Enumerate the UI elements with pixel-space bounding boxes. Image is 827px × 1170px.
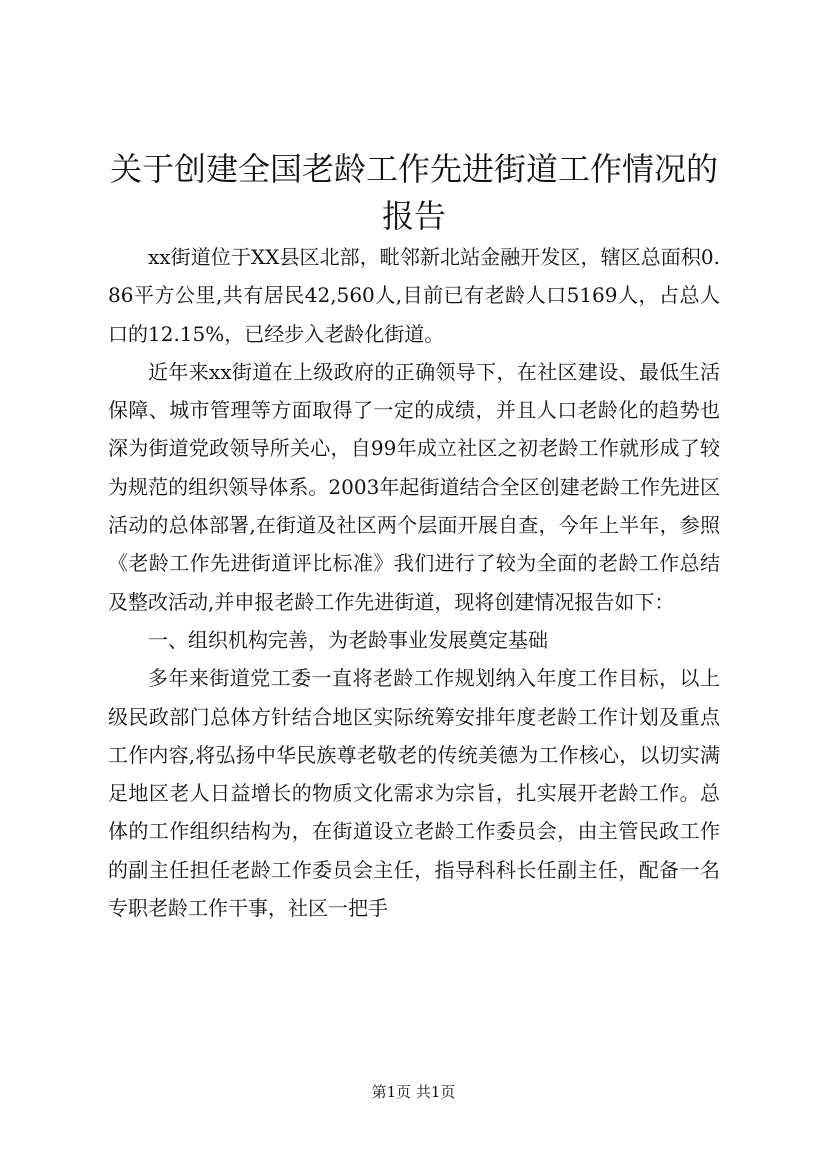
paragraph-background: 近年来xx街道在上级政府的正确领导下，在社区建设、最低生活保障、城市管理等方面取得了一定的成绩，并且人口老龄化的趋势也深为街道党政领导所关心，自99年成立社区之初老龄工作就形成了较为规范的组织领导体系。2003年起街道结合全区创建老龄工作先进区活动的总体部署,在街道及社区两个层面开展自查，今年上半年，参照《老龄工作先进街道评比标准》我们进行了较为全面的老龄工作总结及整改活动,并申报老龄工作先进街道，现将创建情况报告如下：	[108, 359, 720, 614]
paragraph-organization: 多年来街道党工委一直将老龄工作规划纳入年度工作目标，以上级民政部门总体方针结合地区实际统筹安排年度老龄工作计划及重点工作内容,将弘扬中华民族尊老敬老的传统美德为工作核心，以切实满足地区老人日益增长的物质文化需求为宗旨，扎实展开老龄工作。总体的工作组织结构为，在街道设立老龄工作委员会，由主管民政工作的副主任担任老龄工作委员会主任，指导科科长任副主任，配备一名专职老龄工作干事，社区一把手	[108, 666, 720, 921]
paragraph-intro: xx街道位于XX县区北部，毗邻新北站金融开发区，辖区总面积0.86平方公里,共有居民42,560人,目前已有老龄人口5169人，占总人口的12.15%，已经步入老龄化街道。	[108, 245, 720, 346]
document-body	[108, 238, 720, 927]
page-footer: 第1页 共1页	[371, 1083, 456, 1101]
document-title: 关于创建全国老龄工作先进街道工作情况的报告	[109, 150, 718, 235]
section-heading-1: 一、组织机构完善，为老龄事业发展奠定基础	[148, 627, 548, 652]
